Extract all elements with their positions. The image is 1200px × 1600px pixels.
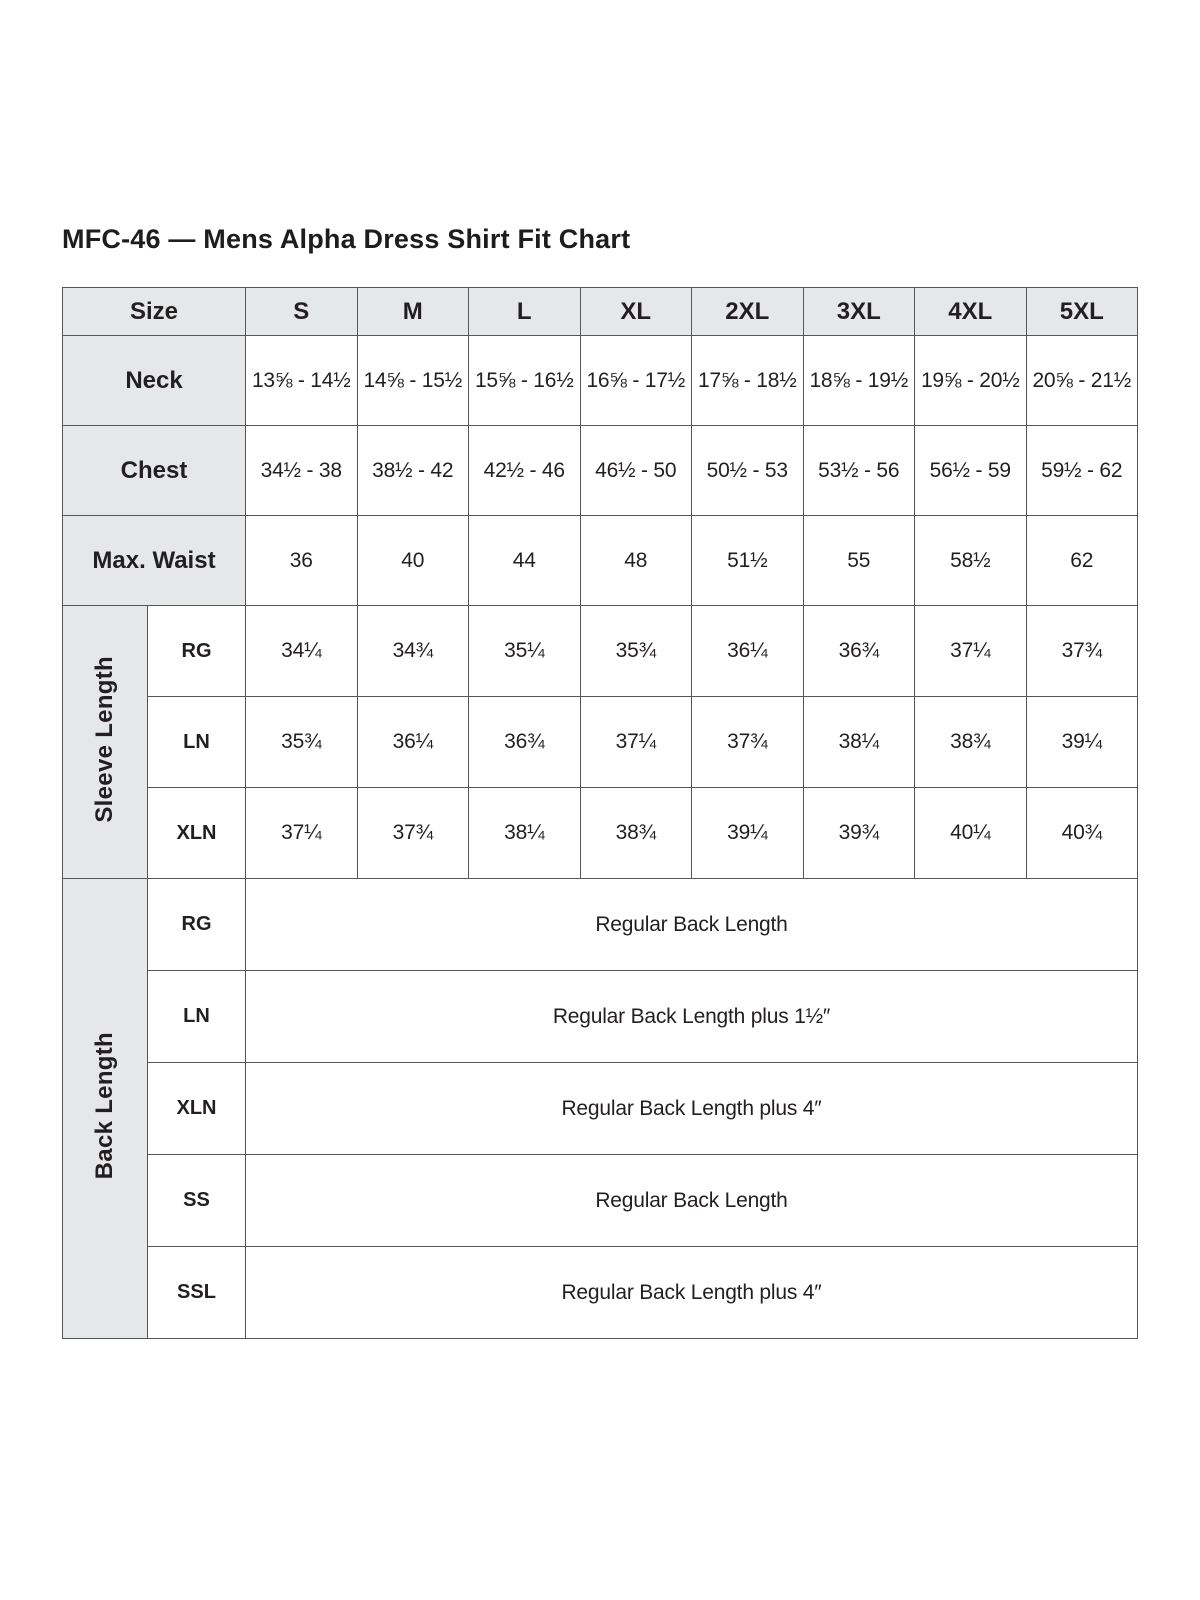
back-rg-text: Regular Back Length bbox=[246, 879, 1138, 971]
size-col-xl: XL bbox=[580, 288, 692, 336]
sleeve-xln-5xl: 40¾ bbox=[1026, 788, 1138, 879]
size-col-4xl: 4XL bbox=[915, 288, 1027, 336]
sleeve-ln-2xl: 37¾ bbox=[692, 697, 804, 788]
back-ln-label: LN bbox=[148, 971, 246, 1063]
row-label-chest: Chest bbox=[63, 426, 246, 516]
size-header-cell: Size bbox=[63, 288, 246, 336]
row-label-neck: Neck bbox=[63, 336, 246, 426]
max-waist-row bbox=[63, 516, 1138, 606]
sleeve-ln-row bbox=[63, 697, 1138, 788]
chest-3xl: 53½ - 56 bbox=[803, 426, 915, 516]
chest-5xl: 59½ - 62 bbox=[1026, 426, 1138, 516]
neck-s: 13⅝ - 14½ bbox=[246, 336, 358, 426]
sleeve-xln-row bbox=[63, 788, 1138, 879]
size-col-s: S bbox=[246, 288, 358, 336]
sleeve-rg-row bbox=[63, 606, 1138, 697]
size-col-l: L bbox=[469, 288, 581, 336]
neck-m: 14⅝ - 15½ bbox=[357, 336, 469, 426]
chest-s: 34½ - 38 bbox=[246, 426, 358, 516]
waist-s: 36 bbox=[246, 516, 358, 606]
chest-m: 38½ - 42 bbox=[357, 426, 469, 516]
header-row bbox=[63, 288, 1138, 336]
waist-m: 40 bbox=[357, 516, 469, 606]
sleeve-ln-5xl: 39¼ bbox=[1026, 697, 1138, 788]
neck-4xl: 19⅝ - 20½ bbox=[915, 336, 1027, 426]
sleeve-rg-5xl: 37¾ bbox=[1026, 606, 1138, 697]
back-ssl-text: Regular Back Length plus 4″ bbox=[246, 1247, 1138, 1339]
sleeve-xln-l: 38¼ bbox=[469, 788, 581, 879]
size-col-2xl: 2XL bbox=[692, 288, 804, 336]
back-ssl-label: SSL bbox=[148, 1247, 246, 1339]
back-ss-row bbox=[63, 1155, 1138, 1247]
back-xln-label: XLN bbox=[148, 1063, 246, 1155]
chart-title: MFC-46 — Mens Alpha Dress Shirt Fit Chart bbox=[62, 224, 631, 254]
chest-4xl: 56½ - 59 bbox=[915, 426, 1027, 516]
waist-2xl: 51½ bbox=[692, 516, 804, 606]
sleeve-rg-label: RG bbox=[148, 606, 246, 697]
sleeve-xln-xl: 38¾ bbox=[580, 788, 692, 879]
sleeve-ln-label: LN bbox=[148, 697, 246, 788]
sleeve-rg-2xl: 36¼ bbox=[692, 606, 804, 697]
waist-5xl: 62 bbox=[1026, 516, 1138, 606]
neck-l: 15⅝ - 16½ bbox=[469, 336, 581, 426]
sleeve-ln-4xl: 38¾ bbox=[915, 697, 1027, 788]
chest-row bbox=[63, 426, 1138, 516]
chest-l: 42½ - 46 bbox=[469, 426, 581, 516]
sleeve-ln-xl: 37¼ bbox=[580, 697, 692, 788]
neck-xl: 16⅝ - 17½ bbox=[580, 336, 692, 426]
neck-5xl: 20⅝ - 21½ bbox=[1026, 336, 1138, 426]
sleeve-rg-3xl: 36¾ bbox=[803, 606, 915, 697]
sleeve-rg-4xl: 37¼ bbox=[915, 606, 1027, 697]
back-xln-row bbox=[63, 1063, 1138, 1155]
fit-chart-table bbox=[62, 287, 1138, 1339]
sleeve-ln-l: 36¾ bbox=[469, 697, 581, 788]
waist-l: 44 bbox=[469, 516, 581, 606]
sleeve-ln-3xl: 38¼ bbox=[803, 697, 915, 788]
sleeve-rg-m: 34¾ bbox=[357, 606, 469, 697]
waist-3xl: 55 bbox=[803, 516, 915, 606]
neck-row bbox=[63, 336, 1138, 426]
chest-2xl: 50½ - 53 bbox=[692, 426, 804, 516]
back-rg-row bbox=[63, 879, 1138, 971]
back-ln-row bbox=[63, 971, 1138, 1063]
back-ssl-row bbox=[63, 1247, 1138, 1339]
size-col-5xl: 5XL bbox=[1026, 288, 1138, 336]
waist-4xl: 58½ bbox=[915, 516, 1027, 606]
sleeve-rg-s: 34¼ bbox=[246, 606, 358, 697]
neck-3xl: 18⅝ - 19½ bbox=[803, 336, 915, 426]
neck-2xl: 17⅝ - 18½ bbox=[692, 336, 804, 426]
back-ss-label: SS bbox=[148, 1155, 246, 1247]
sleeve-rg-xl: 35¾ bbox=[580, 606, 692, 697]
sleeve-xln-2xl: 39¼ bbox=[692, 788, 804, 879]
sleeve-xln-m: 37¾ bbox=[357, 788, 469, 879]
sleeve-rg-l: 35¼ bbox=[469, 606, 581, 697]
sleeve-ln-s: 35¾ bbox=[246, 697, 358, 788]
back-xln-text: Regular Back Length plus 4″ bbox=[246, 1063, 1138, 1155]
sleeve-length-label: Sleeve Length bbox=[91, 656, 118, 823]
sleeve-xln-label: XLN bbox=[148, 788, 246, 879]
sleeve-xln-3xl: 39¾ bbox=[803, 788, 915, 879]
back-ss-text: Regular Back Length bbox=[246, 1155, 1138, 1247]
back-rg-label: RG bbox=[148, 879, 246, 971]
row-label-max-waist: Max. Waist bbox=[63, 516, 246, 606]
sleeve-ln-m: 36¼ bbox=[357, 697, 469, 788]
back-length-label: Back Length bbox=[91, 1032, 118, 1180]
section-cell-back-length bbox=[63, 879, 148, 1339]
back-ln-text: Regular Back Length plus 1½″ bbox=[246, 971, 1138, 1063]
sleeve-xln-4xl: 40¼ bbox=[915, 788, 1027, 879]
waist-xl: 48 bbox=[580, 516, 692, 606]
size-col-m: M bbox=[357, 288, 469, 336]
section-cell-sleeve-length bbox=[63, 606, 148, 879]
chest-xl: 46½ - 50 bbox=[580, 426, 692, 516]
sleeve-xln-s: 37¼ bbox=[246, 788, 358, 879]
size-col-3xl: 3XL bbox=[803, 288, 915, 336]
